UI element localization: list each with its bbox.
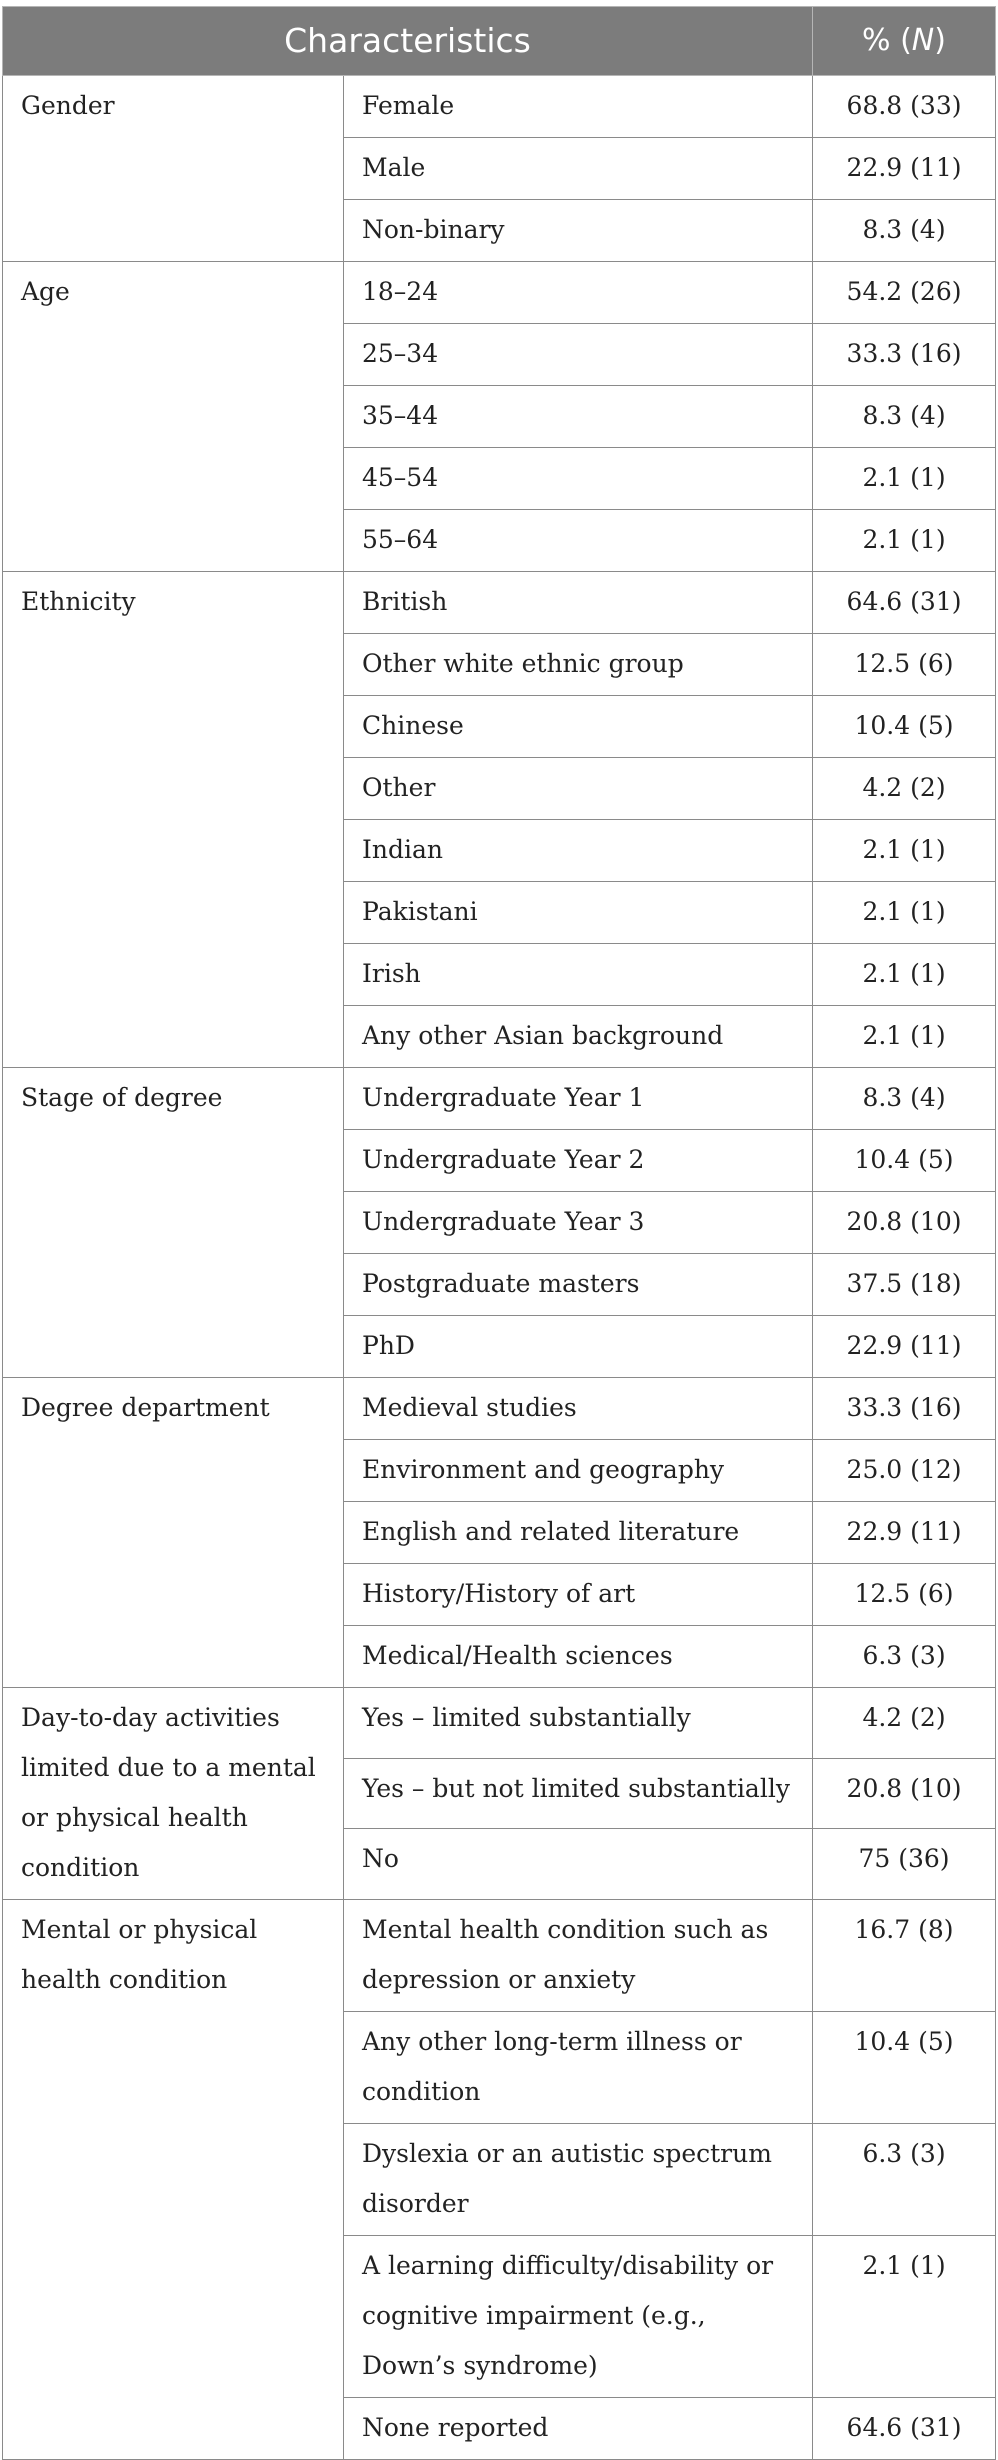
- item-value: 6.3 (3): [813, 2124, 996, 2236]
- item-label: History/History of art: [344, 1564, 813, 1626]
- item-value: 2.1 (1): [813, 448, 996, 510]
- item-value: 10.4 (5): [813, 2012, 996, 2124]
- item-label: Any other Asian background: [344, 1006, 813, 1068]
- item-label: Medieval studies: [344, 1378, 813, 1440]
- table-row: [3, 572, 996, 634]
- item-label: PhD: [344, 1316, 813, 1378]
- table-row: [3, 1900, 996, 2012]
- item-value: 2.1 (1): [813, 1006, 996, 1068]
- item-value: 2.1 (1): [813, 510, 996, 572]
- item-value: 2.1 (1): [813, 882, 996, 944]
- item-label: Other white ethnic group: [344, 634, 813, 696]
- item-value: 10.4 (5): [813, 696, 996, 758]
- item-label: Yes – limited substantially: [344, 1688, 813, 1759]
- category-day-to-day-activities: Day-to-day activities limited due to a mental or physical health condition: [3, 1688, 344, 1900]
- category-degree-department: Degree department: [3, 1378, 344, 1688]
- table-row: [3, 1378, 996, 1440]
- table-row: [3, 1688, 996, 1759]
- header-percent-n: [813, 7, 996, 76]
- item-label: Male: [344, 138, 813, 200]
- item-label: Indian: [344, 820, 813, 882]
- item-label: Undergraduate Year 2: [344, 1130, 813, 1192]
- header-characteristics: Characteristics: [3, 7, 813, 76]
- item-label: Chinese: [344, 696, 813, 758]
- item-value: 64.6 (31): [813, 2398, 996, 2460]
- item-value: 8.3 (4): [813, 386, 996, 448]
- item-value: 20.8 (10): [813, 1192, 996, 1254]
- table-row: [3, 262, 996, 324]
- category-stage-of-degree: Stage of degree: [3, 1068, 344, 1378]
- item-value: 64.6 (31): [813, 572, 996, 634]
- item-value: 8.3 (4): [813, 200, 996, 262]
- item-label: Non-binary: [344, 200, 813, 262]
- item-value: 68.8 (33): [813, 76, 996, 138]
- item-label: 35–44: [344, 386, 813, 448]
- header-percent-n-suffix: ): [934, 23, 946, 58]
- item-value: 20.8 (10): [813, 1758, 996, 1829]
- item-value: 33.3 (16): [813, 1378, 996, 1440]
- item-value: 22.9 (11): [813, 1502, 996, 1564]
- item-value: 22.9 (11): [813, 1316, 996, 1378]
- header-percent-n-var: N: [911, 23, 935, 58]
- table-row: [3, 1068, 996, 1130]
- item-value: 2.1 (1): [813, 2236, 996, 2398]
- item-label: Irish: [344, 944, 813, 1006]
- item-value: 37.5 (18): [813, 1254, 996, 1316]
- item-label: British: [344, 572, 813, 634]
- item-value: 54.2 (26): [813, 262, 996, 324]
- item-label: 25–34: [344, 324, 813, 386]
- item-label: 55–64: [344, 510, 813, 572]
- item-value: 75 (36): [813, 1829, 996, 1900]
- item-value: 22.9 (11): [813, 138, 996, 200]
- category-ethnicity: Ethnicity: [3, 572, 344, 1068]
- item-label: Environment and geography: [344, 1440, 813, 1502]
- item-label: None reported: [344, 2398, 813, 2460]
- item-value: 12.5 (6): [813, 1564, 996, 1626]
- category-health-condition: Mental or physical health condition: [3, 1900, 344, 2460]
- header-percent-n-prefix: % (: [862, 23, 912, 58]
- item-label: Postgraduate masters: [344, 1254, 813, 1316]
- category-age: Age: [3, 262, 344, 572]
- item-label: Other: [344, 758, 813, 820]
- item-label: Mental health condition such as depression or anxiety: [344, 1900, 813, 2012]
- table-row: [3, 76, 996, 138]
- item-value: 16.7 (8): [813, 1900, 996, 2012]
- characteristics-table: [2, 6, 996, 2460]
- item-value: 4.2 (2): [813, 1688, 996, 1759]
- header-row: [3, 7, 996, 76]
- item-label: Medical/Health sciences: [344, 1626, 813, 1688]
- item-value: 6.3 (3): [813, 1626, 996, 1688]
- item-label: 18–24: [344, 262, 813, 324]
- item-label: Female: [344, 76, 813, 138]
- category-gender: Gender: [3, 76, 344, 262]
- item-label: Pakistani: [344, 882, 813, 944]
- item-label: English and related literature: [344, 1502, 813, 1564]
- item-value: 25.0 (12): [813, 1440, 996, 1502]
- item-value: 2.1 (1): [813, 820, 996, 882]
- item-label: No: [344, 1829, 813, 1900]
- item-value: 4.2 (2): [813, 758, 996, 820]
- item-label: Any other long-term illness or condition: [344, 2012, 813, 2124]
- item-value: 10.4 (5): [813, 1130, 996, 1192]
- item-label: Yes – but not limited substantially: [344, 1758, 813, 1829]
- item-value: 8.3 (4): [813, 1068, 996, 1130]
- item-label: 45–54: [344, 448, 813, 510]
- item-label: A learning difficulty/disability or cognitive impairment (e.g., Down’s syndrome): [344, 2236, 813, 2398]
- item-value: 12.5 (6): [813, 634, 996, 696]
- item-label: Undergraduate Year 1: [344, 1068, 813, 1130]
- item-value: 33.3 (16): [813, 324, 996, 386]
- item-label: Dyslexia or an autistic spectrum disorder: [344, 2124, 813, 2236]
- item-label: Undergraduate Year 3: [344, 1192, 813, 1254]
- item-value: 2.1 (1): [813, 944, 996, 1006]
